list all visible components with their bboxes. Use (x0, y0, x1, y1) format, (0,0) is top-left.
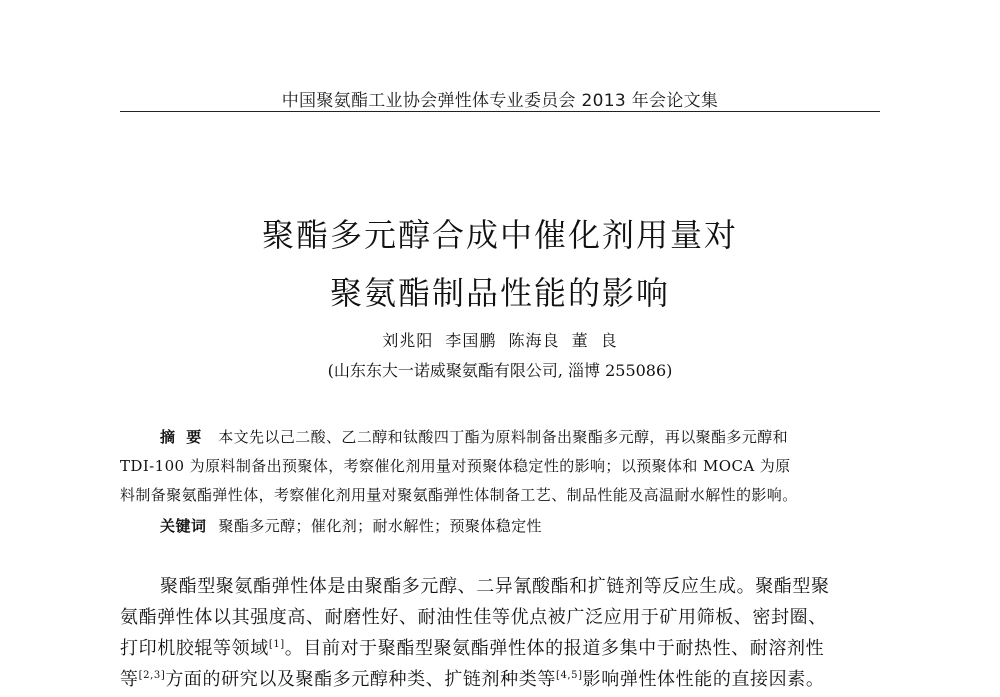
abstract-label: 摘 要 (160, 428, 205, 446)
affiliation: (山东东大一诺威聚氨酯有限公司, 淄博 255086) (327, 361, 673, 380)
paper-title-line-2: 聚氨酯制品性能的影响 (329, 274, 670, 312)
body-text-4b: 方面的研究以及聚酯多元醇种类、扩链剂种类等 (165, 669, 556, 690)
keywords-text: 聚酯多元醇；催化剂；耐水解性；预聚体稳定性 (218, 517, 542, 535)
abstract-line-3: 料制备聚氨酯弹性体，考察催化剂用量对聚氨酯弹性体制备工艺、制品性能及高温耐水解性的影响。 (120, 486, 798, 504)
abstract-line-1 (120, 426, 880, 447)
body-line-1: 聚酯型聚氨酯弹性体是由聚酯多元醇、二异氰酸酯和扩链剂等反应生成。聚酯型聚 (160, 576, 830, 597)
body-line-2: 氨酯弹性体以其强度高、耐磨性好、耐油性佳等优点被广泛应用于矿用筛板、密封圈、 (120, 607, 827, 628)
authors: 刘兆阳 李国鹏 陈海良 董 良 (382, 331, 618, 350)
citation-ref-1: [1] (268, 639, 285, 650)
body-text-3b: 。目前对于聚酯型聚氨酯弹性体的报道多集中于耐热性、耐溶剂性 (284, 638, 825, 659)
citation-ref-2: [2,3] (138, 670, 166, 681)
body-text-3a: 打印机胶辊等领域 (120, 638, 269, 659)
keywords-line (120, 515, 880, 536)
keywords-label: 关键词 (160, 517, 207, 535)
running-header: 中国聚氨酯工业协会弹性体专业委员会 2013 年会论文集 (281, 91, 719, 111)
paper-title-line-1: 聚酯多元醇合成中催化剂用量对 (261, 216, 738, 254)
body-line-3 (120, 634, 880, 660)
body-text-4c: 影响弹性体性能的直接因素。 (582, 669, 825, 690)
abstract-text-1: 本文先以己二酸、乙二醇和钛酸四丁酯为原料制备出聚酯多元醇，再以聚酯多元醇和 (218, 428, 789, 446)
abstract-line-2: TDI-100 为原料制备出预聚体，考察催化剂用量对预聚体稳定性的影响；以预聚体和 MOCA 为原 (120, 457, 791, 475)
body-line-4 (120, 665, 880, 691)
body-text-4a: 等 (120, 669, 139, 690)
header-rule (120, 111, 880, 112)
citation-ref-3: [4,5] (555, 670, 583, 681)
